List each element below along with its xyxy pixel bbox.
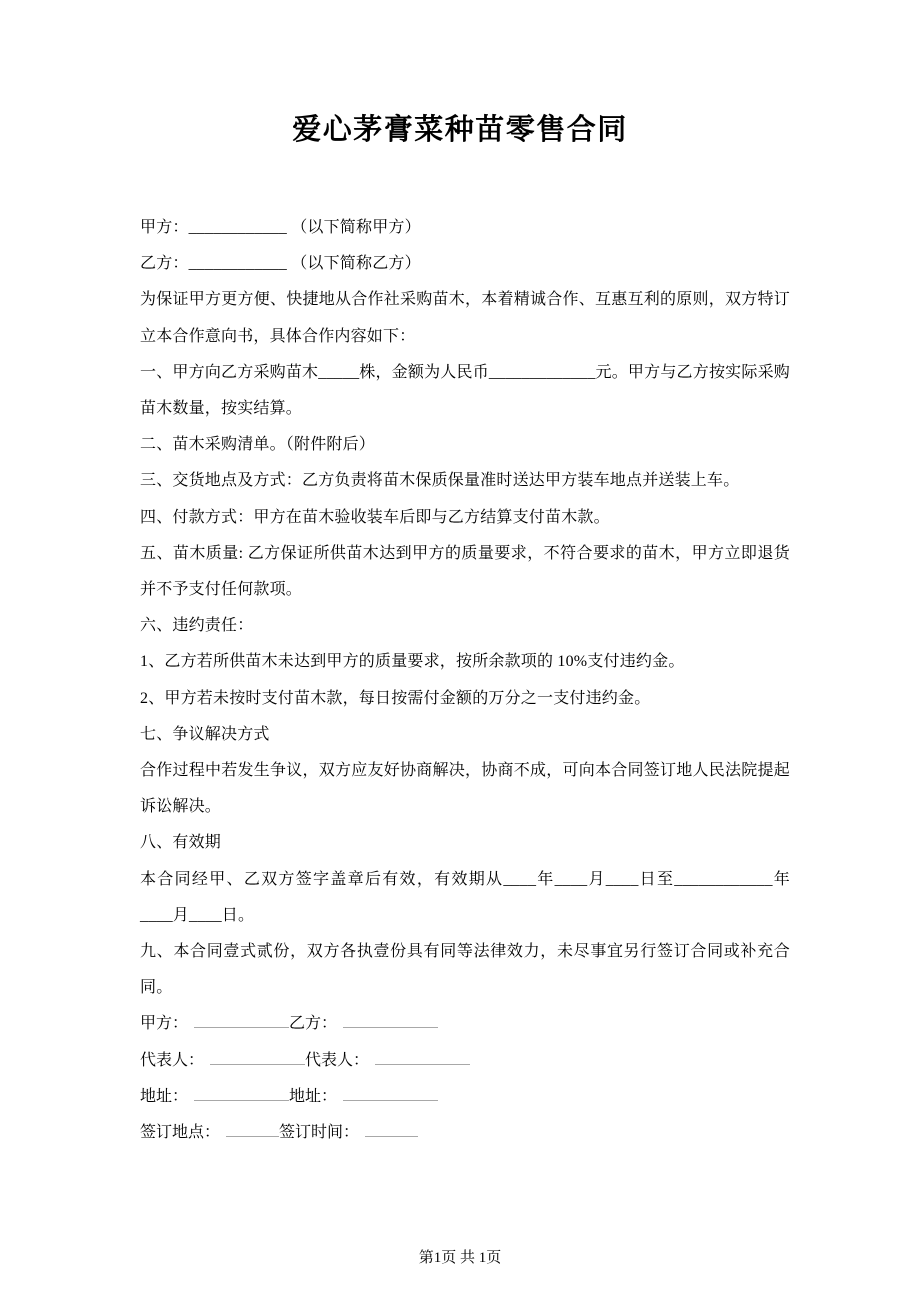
signature-blank-line — [210, 1047, 305, 1065]
signature-label-address-b: 地址： — [289, 1087, 338, 1105]
signature-blank-line — [365, 1119, 418, 1137]
paragraph-clause-4: 四、付款方式：甲方在苗木验收装车后即与乙方结算支付苗木款。 — [140, 508, 610, 526]
document-body — [140, 210, 790, 1151]
paragraph-preamble: 为保证甲方更方便、快捷地从合作社采购苗木，本着精诚合作、互惠互利的原则，双方特订立本合作意向书，具体合作内容如下： — [140, 291, 790, 345]
paragraph-clause-9: 九、本合同壹式贰份，双方各执壹份具有同等法律效力，未尽事宜另行签订合同或补充合同。 — [140, 943, 790, 997]
signature-blank-line — [194, 1083, 289, 1101]
page-number: 第1页 共 1页 — [418, 1250, 502, 1267]
signature-row-place-time — [140, 1115, 790, 1151]
signature-label-address-a: 地址： — [140, 1087, 189, 1105]
paragraph-party-b: 乙方：____________ （以下简称乙方） — [140, 255, 421, 273]
signature-blank-line — [343, 1010, 438, 1028]
signature-row-parties — [140, 1006, 790, 1042]
signature-label-signing-time: 签订时间： — [279, 1124, 360, 1142]
signature-row-addresses — [140, 1079, 790, 1115]
signature-blank-line — [343, 1083, 438, 1101]
paragraph-clause-1: 一、甲方向乙方采购苗木_____株，金额为人民币_____________元。甲方与乙方按实际采购苗木数量，按实结算。 — [140, 363, 790, 418]
paragraph-clause-2: 二、苗木采购清单。（附件附后） — [140, 436, 376, 454]
paragraph-clause-3: 三、交货地点及方式：乙方负责将苗木保质保量准时送达甲方装车地点并送装上车。 — [140, 472, 740, 490]
paragraph-clause-7: 七、争议解决方式 — [140, 725, 270, 743]
signature-label-rep-b: 代表人： — [305, 1051, 370, 1069]
signature-blank-line — [226, 1119, 279, 1137]
signature-label-rep-a: 代表人： — [140, 1051, 205, 1069]
paragraph-party-a: 甲方：____________ （以下简称甲方） — [140, 219, 421, 236]
signature-row-representatives — [140, 1043, 790, 1079]
paragraph-clause-8: 八、有效期 — [140, 834, 222, 852]
signature-label-party-a: 甲方： — [140, 1015, 189, 1033]
signature-label-signing-place: 签订地点： — [140, 1124, 221, 1142]
paragraph-clause-6-item-1: 1、乙方若所供苗木未达到甲方的质量要求，按所余款项的 10%支付违约金。 — [140, 653, 685, 671]
paragraph-clause-6-item-2: 2、甲方若未按时支付苗木款，每日按需付金额的万分之一支付违约金。 — [140, 689, 651, 707]
signature-blank-line — [194, 1010, 289, 1028]
paragraph-clause-5: 五、苗木质量: 乙方保证所供苗木达到甲方的质量要求，不符合要求的苗木，甲方立即退货并不予支付任何款项。 — [140, 544, 790, 599]
paragraph-clause-7-body: 合作过程中若发生争议，双方应友好协商解决，协商不成，可向本合同签订地人民法院提起诉讼解决。 — [140, 762, 790, 816]
document-title: 爱心茅膏菜种苗零售合同 — [292, 114, 628, 146]
signature-blank-line — [375, 1047, 470, 1065]
paragraph-clause-8-body: 本合同经甲、乙双方签字盖章后有效，有效期从____年____月____日至____________年____月____日。 — [140, 870, 790, 924]
signature-label-party-b: 乙方： — [289, 1015, 338, 1033]
paragraph-clause-6: 六、违约责任： — [140, 617, 254, 635]
